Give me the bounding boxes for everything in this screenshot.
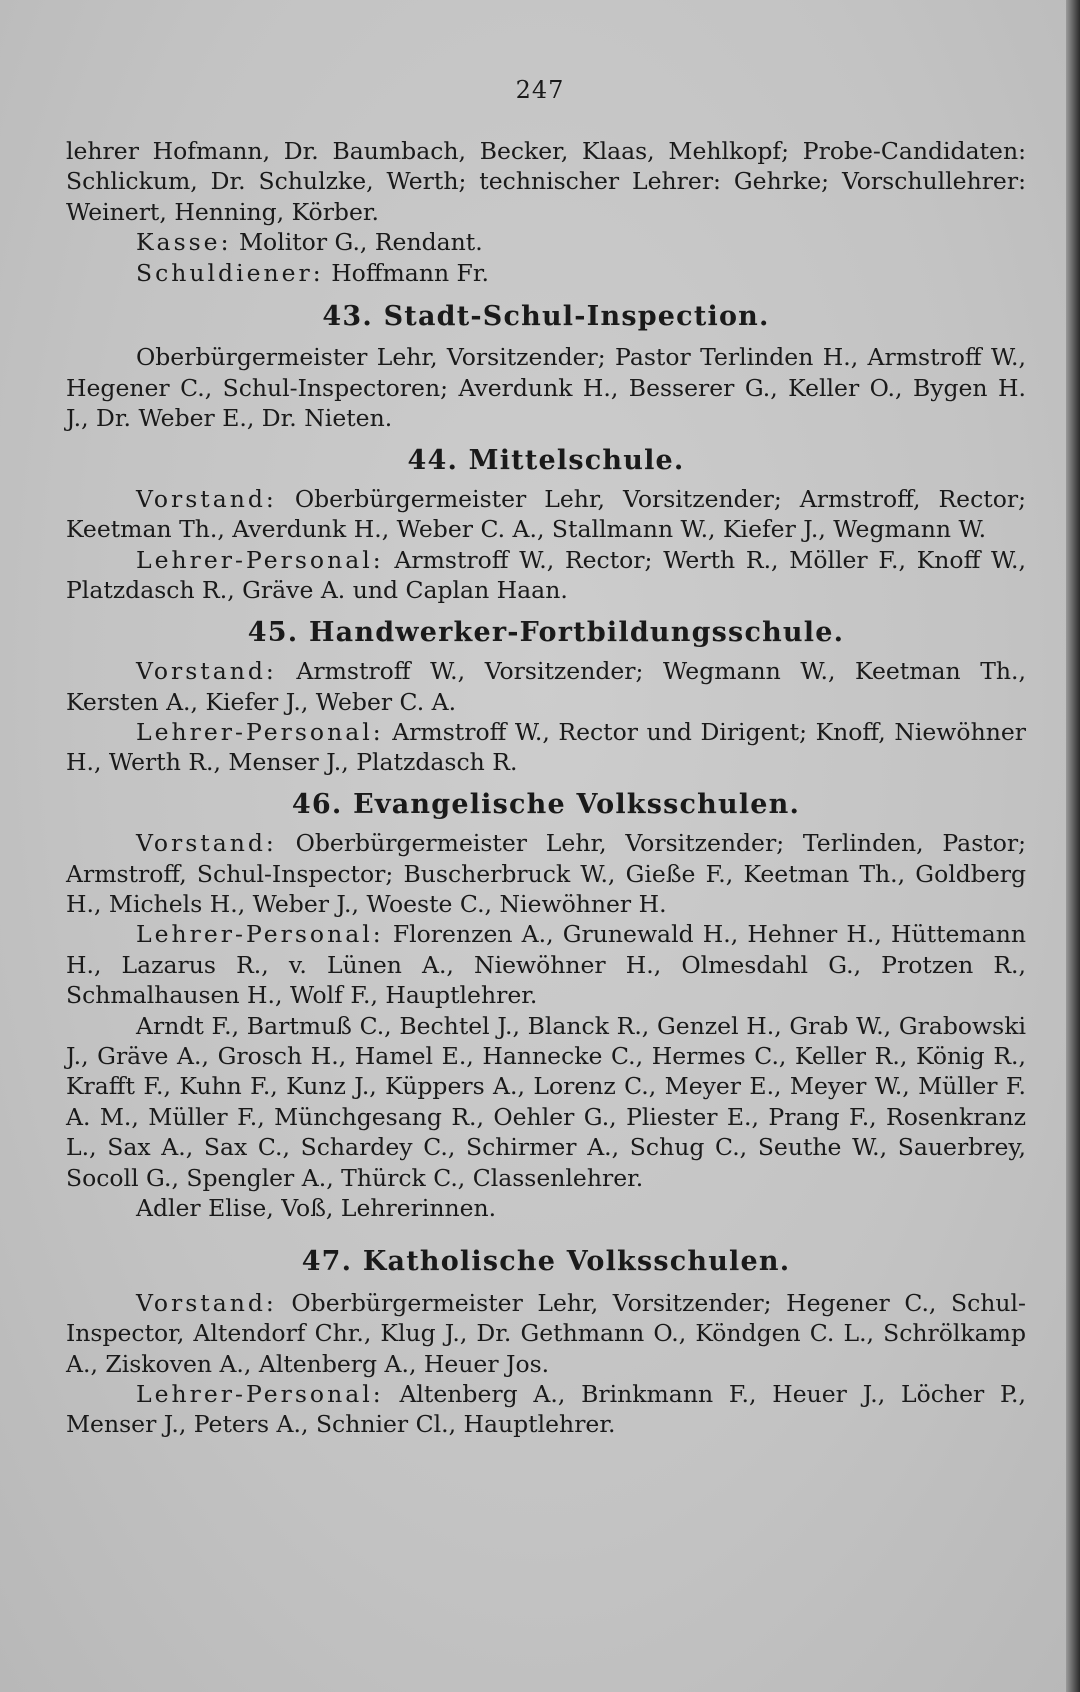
- section-paragraph: Adler Elise, Voß, Lehrerinnen.: [136, 1194, 497, 1222]
- kasse-line: [66, 227, 1026, 257]
- paragraph-text: Oberbürgermeister Lehr, Vorsitzender; Hegener C., Schul-Inspector, Altendorf Chr., Klug J., Dr. Gethmann O., Köndgen C. L., Schrölkamp A., Ziskoven A., Altenberg A., Heuer Jos.: [66, 1288, 1026, 1378]
- schuldiener-text: Hoffmann Fr.: [323, 258, 489, 287]
- paragraph-label: Lehrer-Personal:: [136, 1380, 384, 1409]
- section-heading: 46. Evangelische Volksschulen.: [291, 788, 801, 820]
- section-heading: 47. Katholische Volksschulen.: [301, 1246, 791, 1278]
- section-paragraph: [66, 717, 1026, 778]
- section-paragraph: Oberbürgermeister Lehr, Vorsitzender; Pastor Terlinden H., Armstroff W., Hegener C., Schul-Inspectoren; Averdunk H., Besserer G., Keller O., Bygen H. J., Dr. Weber E., Dr. Nieten.: [66, 343, 1026, 433]
- paragraph-text: Armstroff W., Rector; Werth R., Möller F., Knoff W., Platzdasch R., Gräve A. und Caplan Haan.: [66, 545, 1026, 605]
- paragraph-text: Armstroff W., Rector und Dirigent; Knoff, Niewöhner H., Werth R., Menser J., Platzdasch R.: [66, 717, 1026, 777]
- section-paragraph: [66, 656, 1026, 717]
- paragraph-label: Vorstand:: [136, 829, 277, 858]
- schuldiener-label: Schuldiener:: [136, 258, 324, 287]
- paragraph-text: Florenzen A., Grunewald H., Hehner H., Hüttemann H., Lazarus R., v. Lünen A., Niewöhner H., Olmesdahl G., Protzen R., Schmalhausen H., Wolf F., Hauptlehrer.: [66, 920, 1026, 1010]
- page-content: [66, 136, 1026, 1440]
- kasse-text: Molitor G., Rendant.: [231, 228, 483, 257]
- section-paragraph: [66, 919, 1026, 1010]
- intro-paragraph: lehrer Hofmann, Dr. Baumbach, Becker, Klaas, Mehlkopf; Probe-Candidaten: Schlickum, Dr. Schulzke, Werth; technischer Lehrer: Gehrke; Vorschullehrer: Weinert, Henning, Körber.: [66, 137, 1026, 226]
- paragraph-label: Vorstand:: [136, 1288, 277, 1317]
- schuldiener-line: [66, 258, 1026, 288]
- section-heading: 43. Stadt-Schul-Inspection.: [322, 301, 770, 333]
- page-spine-shadow: [1066, 0, 1080, 1692]
- paragraph-label: Lehrer-Personal:: [136, 920, 384, 949]
- kasse-label: Kasse:: [136, 228, 232, 257]
- paragraph-text: Armstroff W., Vorsitzender; Wegmann W., Keetman Th., Kersten A., Kiefer J., Weber C. A.: [66, 657, 1026, 716]
- section-paragraph: Arndt F., Bartmuß C., Bechtel J., Blanck R., Genzel H., Grab W., Grabowski J., Gräve A., Grosch H., Hamel E., Hannecke C., Hermes C., Keller R., König R., Krafft F., Kuhn F., Kunz J., Küppers A., Lorenz C., Meyer E., Meyer W., Müller F. A. M., Müller F., Münchgesang R., Oehler G., Pliester E., Prang F., Rosenkranz L., Sax A., Sax C., Schardey C., Schirmer A., Schug C., Seuthe W., Sauerbrey, Socoll G., Spengler A., Thürck C., Classenlehrer.: [66, 1011, 1026, 1192]
- page-number: 247: [515, 76, 565, 104]
- section-paragraph: [66, 828, 1026, 919]
- section-paragraph: [66, 1379, 1026, 1440]
- paragraph-label: Vorstand:: [136, 657, 277, 686]
- section-heading: 44. Mittelschule.: [407, 444, 685, 476]
- section-heading: 45. Handwerker-Fortbildungsschule.: [247, 616, 845, 648]
- paragraph-text: Oberbürgermeister Lehr, Vorsitzender; Terlinden, Pastor; Armstroff, Schul-Inspector; Buscherbruck W., Gieße F., Keetman Th., Goldberg H., Michels H., Weber J., Woeste C., Niewöhner H.: [66, 829, 1026, 918]
- paragraph-label: Vorstand:: [136, 485, 277, 514]
- paragraph-text: Oberbürgermeister Lehr, Vorsitzender; Armstroff, Rector; Keetman Th., Averdunk H., Weber C. A., Stallmann W., Kiefer J., Wegmann W.: [66, 485, 1026, 544]
- paragraph-text: Altenberg A., Brinkmann F., Heuer J., Löcher P., Menser J., Peters A., Schnier Cl., Hauptlehrer.: [66, 1380, 1026, 1439]
- paragraph-label: Lehrer-Personal:: [136, 545, 384, 574]
- section-paragraph: [66, 484, 1026, 545]
- section-paragraph: [66, 545, 1026, 606]
- paragraph-label: Lehrer-Personal:: [136, 717, 384, 746]
- section-paragraph: [66, 1288, 1026, 1379]
